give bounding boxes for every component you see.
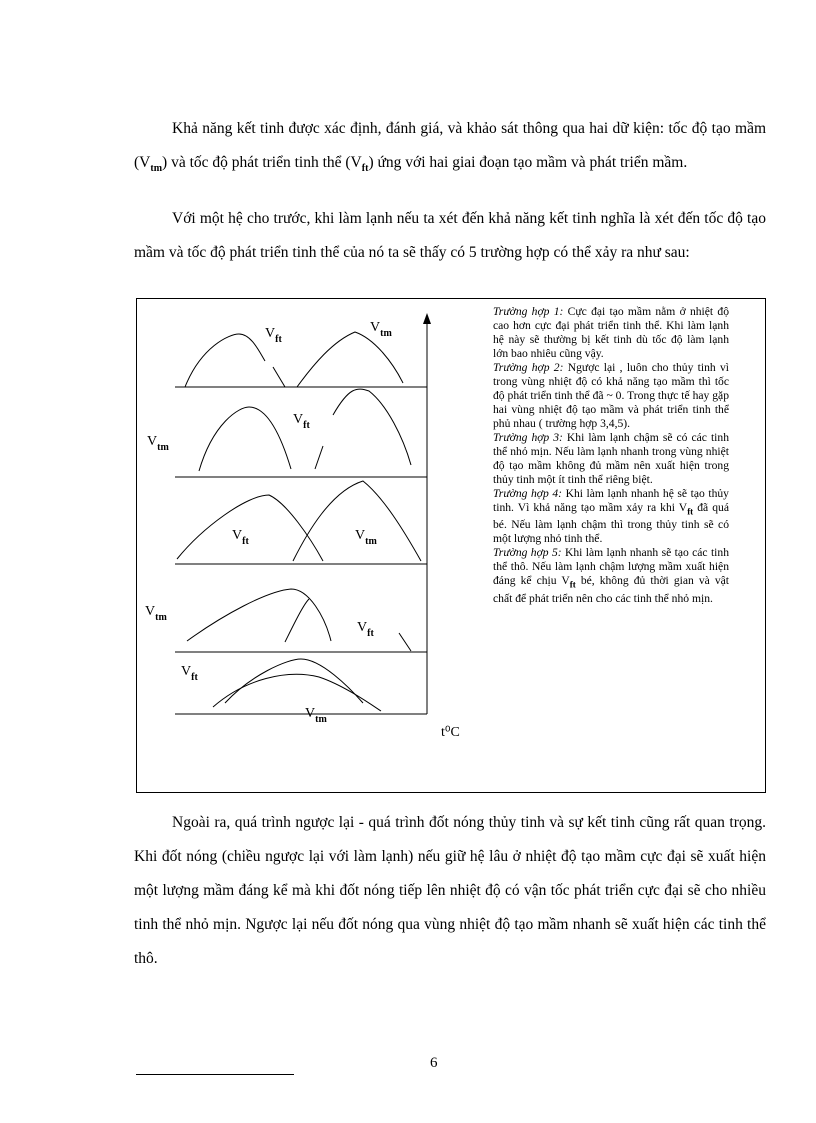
curve-case-5-vft — [225, 659, 363, 703]
case-2-text: Trường hợp 2: Ngược lại , luôn cho thủy tinh vì trong vùng nhiệt độ có khả năng tạo mầm thì tốc độ phát triển tinh thể đã ~ 0. Trong thực tế hay gặp hai vùng nhiệt độ tạo mầm và phát triển tinh thể phủ nhau ( trường hợp 3,4,5). — [493, 361, 729, 430]
label-case-2-vft: $V_{ft}$ — [293, 412, 310, 431]
label-case-4-vtm: $V_{tm}$ — [145, 604, 167, 623]
curve-case-4-vft — [285, 599, 309, 642]
case-4-text: Trường hợp 4: Khi làm lạnh nhanh hệ sẽ tạo thủy tinh. Vì khả năng tạo mầm xảy ra khi $V_{ft}$ đã quá bé. Nếu làm lạnh chậm thì trong thủy tinh sẽ có một lượng nhỏ tinh thể. — [493, 487, 729, 546]
label-case-2-vtm: $V_{tm}$ — [147, 434, 169, 453]
curve-case-2-vtm — [199, 407, 291, 471]
case-5-text: Trường hợp 5: Khi làm lạnh nhanh sẽ tạo các tinh thể thô. Nếu làm lạnh chậm lượng mầm xuất hiện đáng kể chịu $V_{ft}$ bé, không đủ thời gian và vật chất để phát triển nên cho các tinh thể nhỏ mịn. — [493, 546, 729, 605]
curve-case-1-vft — [185, 334, 265, 387]
label-case-3-vtm: $V_{tm}$ — [355, 528, 377, 547]
case-1-text: Trường hợp 1: Cực đại tạo mầm nằm ở nhiệt độ cao hơn cực đại phát triển tinh thể. Khi làm lạnh hệ này sẽ thường bị kết tinh dù tốc độ làm lạnh lớn bao nhiêu cũng vậy. — [493, 305, 729, 360]
label-case-4-vft: $V_{ft}$ — [357, 620, 374, 639]
curve-case-3-vft — [177, 495, 323, 561]
paragraph-cases-intro: Với một hệ cho trước, khi làm lạnh nếu ta xét đến khả năng kết tinh nghĩa là xét đến tốc độ tạo mầm và tốc độ phát triển tinh thể của nó ta sẽ thấy có 5 trường hợp có thể xảy ra như sau: — [134, 210, 766, 261]
crystallization-figure — [136, 298, 766, 793]
paragraph-heating: Ngoài ra, quá trình ngược lại - quá trình đốt nóng thủy tinh và sự kết tinh cũng rất quan trọng. Khi đốt nóng (chiều ngược lại với làm lạnh) nếu giữ hệ lâu ở nhiệt độ tạo mầm cực đại sẽ xuất hiện một lượng mầm đáng kể mà khi đốt nóng tiếp lên nhiệt độ có vận tốc phát triển cực đại sẽ cho nhiều tinh thể nhỏ mịn. Ngược lại nếu đốt nóng qua vùng nhiệt độ tạo mầm nhanh sẽ xuất hiện các tinh thể thô. — [134, 814, 766, 967]
label-case-3-vft: $V_{ft}$ — [232, 528, 249, 547]
curve-case-2-vft-tail — [315, 446, 323, 469]
label-case-5-vft: $V_{ft}$ — [181, 664, 198, 683]
case-3-text: Trường hợp 3: Khi làm lạnh chậm sẽ có các tinh thể nhỏ mịn. Nếu làm lạnh nhanh trong vùng nhiệt độ tạo mầm không đủ mầm nên xuất hiện trong thủy tinh một ít tinh thể riêng biệt. — [493, 431, 729, 486]
cases-description — [493, 305, 729, 606]
curve-case-1-vtm — [297, 332, 403, 387]
curve-case-3-vtm — [293, 481, 421, 561]
curve-case-1-vft-tail — [273, 367, 285, 387]
label-case-1-vtm: $V_{tm}$ — [370, 320, 392, 339]
page-number: 6 — [430, 1055, 438, 1071]
curve-case-4-vft-tail — [399, 633, 411, 651]
subscript-ft: ft — [361, 163, 369, 175]
footnote-separator — [136, 1074, 294, 1075]
curve-case-4-vtm — [187, 589, 331, 641]
subscript-tm: tm — [150, 163, 163, 175]
axis-arrow-icon — [423, 313, 431, 324]
label-case-1-vft: $V_{ft}$ — [265, 326, 282, 345]
paragraph-intro: Khả năng kết tinh được xác định, đánh giá, và khảo sát thông qua hai dữ kiện: tốc độ tạo mầm $(V_{tm})$ và tốc độ phát triển tinh thể $(V_{ft})$ ứng với hai giai đoạn tạo mầm và phát triển mầm. — [134, 120, 766, 175]
curve-case-2-vft — [333, 389, 411, 465]
axis-label-temperature: t⁰C — [441, 725, 460, 740]
label-case-5-vtm: $V_{tm}$ — [305, 706, 327, 725]
curve-case-5-vtm — [213, 674, 381, 711]
